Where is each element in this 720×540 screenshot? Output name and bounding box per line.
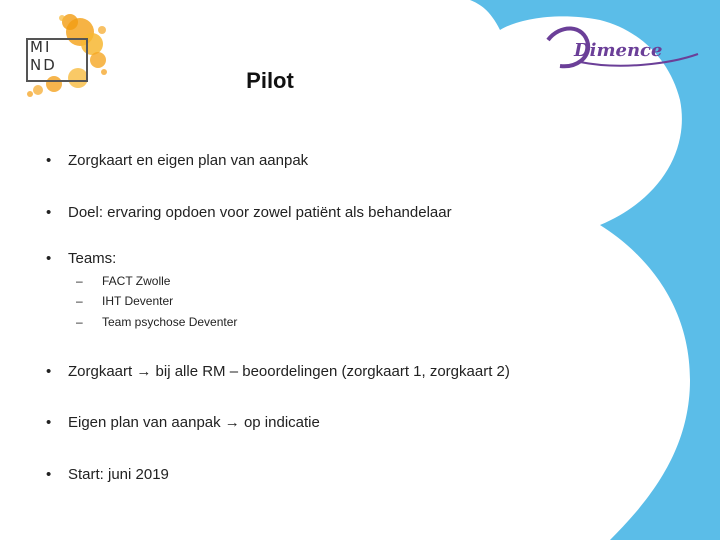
bullet-text: Eigen plan van aanpak → op indicatie [68,414,320,431]
bullet-text: Zorgkaart → bij alle RM – beoordelingen (zorgkaart 1, zorgkaart 2) [68,363,510,380]
bullet-text: Start: juni 2019 [68,466,169,483]
bullet-item [46,466,169,483]
bullet-text: Teams: [68,250,117,267]
team-name: FACT Zwolle [102,274,171,288]
dimence-logo [540,14,705,74]
bullet-marker: • [46,152,52,169]
bullet-marker: • [46,414,52,431]
slide-title: Pilot [246,68,294,93]
dash-marker: – [76,315,83,329]
bullet-item [46,250,116,267]
team-name: IHT Deventer [102,294,174,308]
bullet-item [46,204,452,221]
dash-marker: – [76,294,83,308]
team-item [76,294,173,308]
mind-logo-line1: MI [30,38,52,56]
team-item [76,274,170,288]
team-name: Team psychose Deventer [102,315,238,329]
dash-marker: – [76,274,83,288]
bullet-marker: • [46,466,52,483]
team-item [76,315,237,329]
bullet-marker: • [46,250,52,267]
bullet-item [46,414,320,431]
bullet-text: Doel: ervaring opdoen voor zowel patiënt als behandelaar [68,204,452,221]
bullet-text: Zorgkaart en eigen plan van aanpak [68,152,309,169]
bullet-marker: • [46,363,52,380]
mind-logo-line2: ND [30,56,57,74]
bullet-item [46,363,510,380]
dimence-logo-text: Dimence [574,40,663,61]
bullet-marker: • [46,204,52,221]
bullet-item [46,152,308,169]
